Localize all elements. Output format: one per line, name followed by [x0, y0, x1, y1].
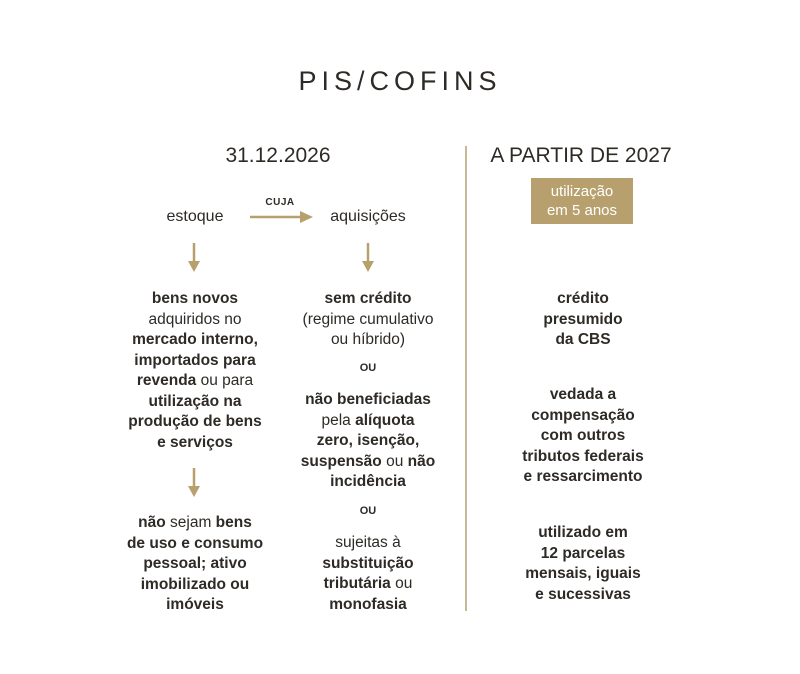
parcelas-info [500, 523, 666, 605]
text-segment: (regime cumulativo [302, 310, 434, 328]
left-column-header: 31.12.2026 [225, 144, 331, 167]
estoque-description [110, 289, 280, 453]
text-line [280, 452, 456, 473]
vedada-compensacao [500, 385, 666, 488]
page-title: PIS/COFINS [298, 66, 502, 96]
text-line [500, 310, 666, 331]
text-segment: 12 parcelas [540, 544, 626, 562]
text-segment: monofasia [329, 595, 407, 613]
text-segment: mercado interno, [132, 331, 258, 348]
text-segment: imobilizado ou [140, 575, 250, 593]
text-segment: bens [215, 514, 252, 531]
text-segment: zero, isenção, [316, 432, 420, 449]
text-line [500, 289, 666, 310]
text-line [280, 574, 456, 595]
text-segment: de uso e consumo [126, 534, 264, 552]
text-segment: com outros [540, 427, 626, 444]
text-line [110, 433, 280, 454]
text-line [500, 564, 666, 585]
node-aquisicoes: aquisições [330, 208, 406, 225]
text-line [280, 390, 456, 411]
text-line [110, 371, 280, 392]
text-line [500, 406, 666, 427]
down-arrow-icon [187, 243, 201, 273]
text-segment: vedada a [549, 386, 617, 403]
text-segment: não [138, 514, 166, 531]
text-line [110, 289, 280, 310]
text-segment: compensação [531, 406, 635, 424]
text-line [280, 595, 456, 616]
text-line [500, 426, 666, 447]
text-segment: e ressarcimento [523, 468, 643, 485]
text-line [280, 411, 456, 432]
column-divider [465, 146, 467, 611]
aquisicoes-substituicao [280, 533, 456, 615]
text-segment: ou [390, 575, 413, 592]
text-segment: sujeitas à [335, 534, 401, 551]
text-line [280, 472, 456, 493]
down-arrow-icon [361, 243, 375, 273]
text-segment: ou híbrido) [330, 331, 406, 348]
text-segment: ou para [196, 372, 254, 389]
text-line [280, 330, 456, 351]
text-segment: pessoal; ativo [143, 555, 247, 572]
aquisicoes-nao-beneficiadas [280, 390, 456, 493]
or-separator: OU [359, 505, 377, 517]
node-estoque: estoque [166, 208, 224, 225]
badge-line-1: utilização [550, 183, 614, 200]
connector-arrow-icon [250, 210, 314, 224]
estoque-exclusions [110, 513, 280, 616]
text-segment: alíquota [355, 411, 415, 429]
text-line [500, 585, 666, 606]
right-column-header: A PARTIR DE 2027 [490, 144, 672, 167]
text-segment: utilizado em [538, 524, 628, 541]
text-line [500, 385, 666, 406]
text-segment: crédito [557, 290, 609, 307]
text-line [280, 310, 456, 331]
text-segment: revenda [136, 372, 197, 389]
text-line [280, 533, 456, 554]
text-line [110, 534, 280, 555]
text-segment: da CBS [555, 331, 611, 348]
text-segment: bens novos [151, 290, 239, 307]
text-segment: tributária [323, 575, 391, 592]
text-line [110, 412, 280, 433]
text-line [500, 467, 666, 488]
text-segment: produção de bens [128, 413, 262, 430]
text-segment: adquiridos no [148, 310, 242, 328]
text-line [110, 392, 280, 413]
text-segment: utilização na [148, 392, 242, 410]
down-arrow-icon [187, 468, 201, 498]
text-line [500, 330, 666, 351]
badge-line-2: em 5 anos [546, 202, 618, 219]
credito-presumido [500, 289, 666, 351]
usage-badge [531, 178, 633, 224]
text-line [110, 330, 280, 351]
text-line [500, 544, 666, 565]
text-segment: não [407, 452, 436, 470]
text-segment: e serviços [157, 433, 233, 451]
text-line [280, 554, 456, 575]
text-line [280, 431, 456, 452]
text-line [280, 289, 456, 310]
text-line [110, 351, 280, 372]
text-segment: presumido [543, 310, 623, 328]
text-line [500, 447, 666, 468]
or-separator: OU [359, 362, 377, 374]
text-segment: mensais, iguais [525, 565, 641, 582]
text-line [110, 554, 280, 575]
text-line [110, 595, 280, 616]
text-segment: imóveis [166, 596, 224, 613]
text-segment: pela [321, 411, 356, 429]
text-segment: não beneficiadas [305, 391, 431, 408]
text-line [500, 523, 666, 544]
aquisicoes-sem-credito [280, 289, 456, 351]
text-segment: substituição [322, 554, 414, 572]
connector-label: CUJA [265, 197, 295, 208]
text-line [110, 513, 280, 534]
text-line [110, 575, 280, 596]
text-segment: sejam [165, 514, 216, 531]
text-segment: sem crédito [324, 290, 412, 307]
text-line [110, 310, 280, 331]
text-segment: importados para [134, 351, 256, 369]
text-segment: suspensão [300, 452, 382, 470]
text-segment: incidência [330, 473, 406, 490]
text-segment: tributos federais [522, 447, 644, 465]
text-segment: ou [381, 452, 408, 470]
text-segment: e sucessivas [535, 585, 631, 603]
